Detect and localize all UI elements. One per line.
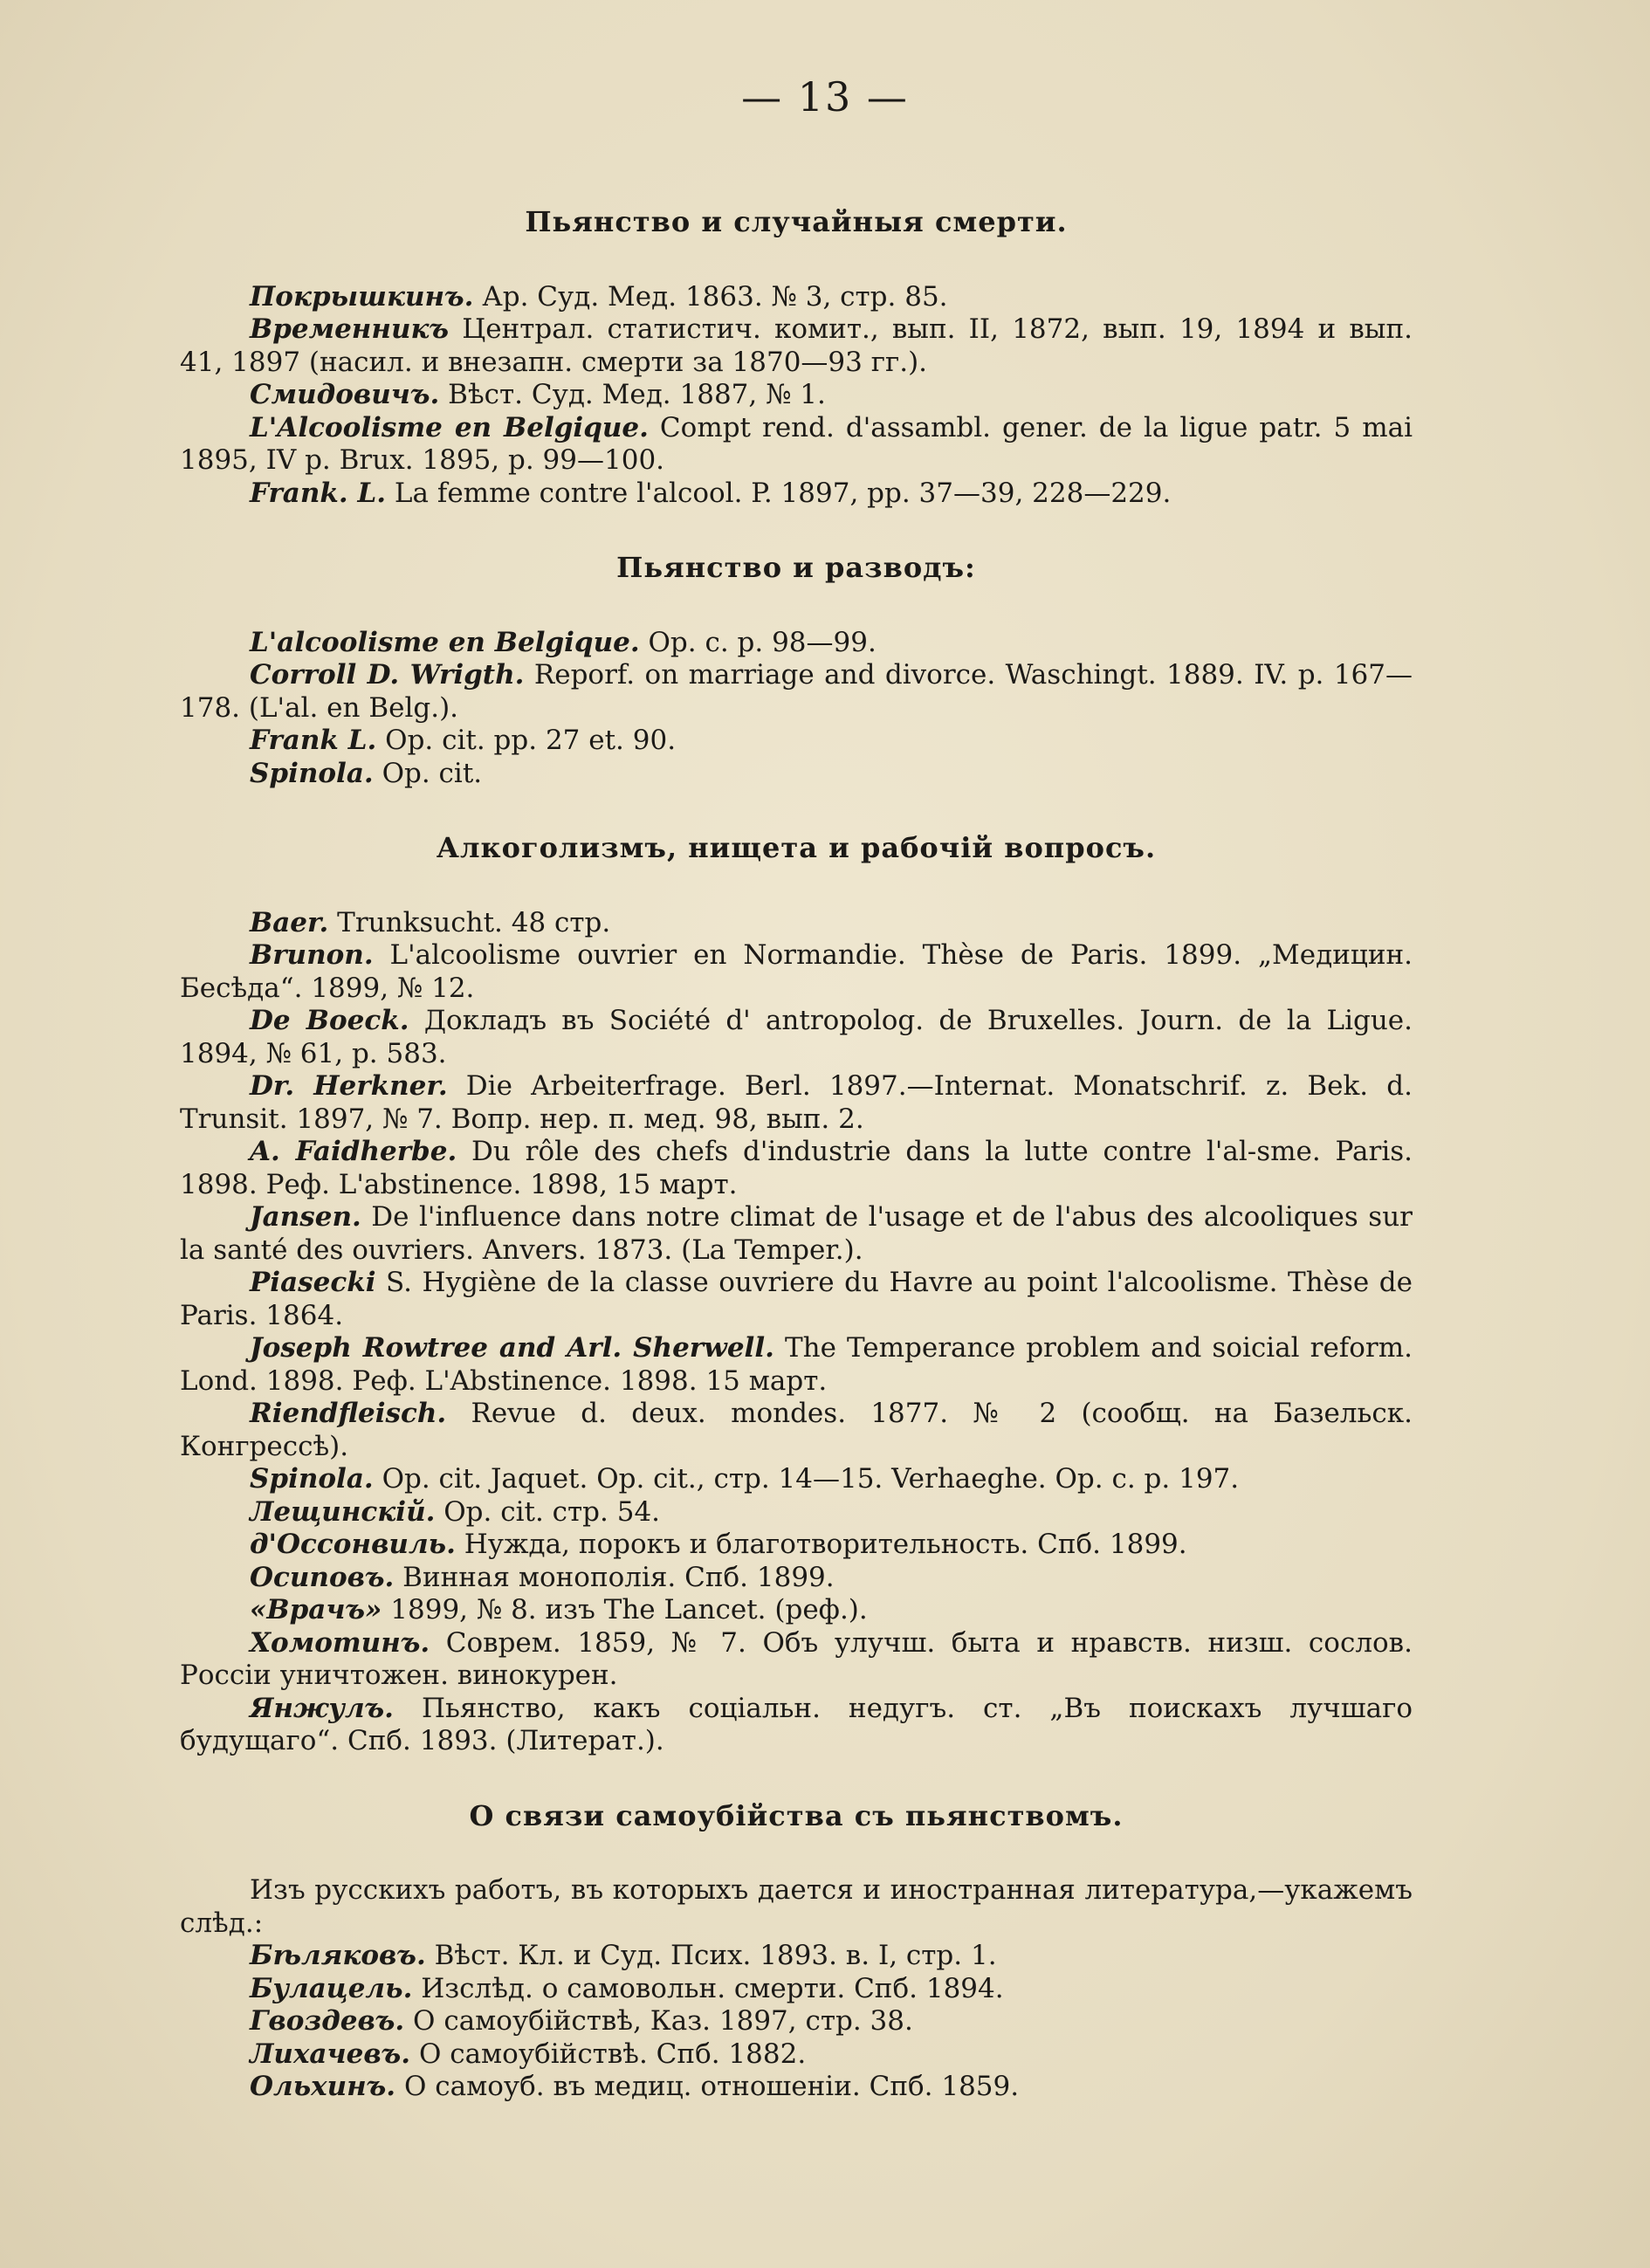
bibliography-entry xyxy=(180,478,1413,511)
bibliography-entry xyxy=(180,412,1413,478)
bibliography-entry xyxy=(180,1136,1413,1201)
entry-text: Ар. Суд. Мед. 1863. № 3, стр. 85. xyxy=(473,280,948,313)
entry-author: Frank L. xyxy=(250,725,377,756)
entry-author: Frank. L. xyxy=(250,477,387,509)
entry-author: Хомотинъ. xyxy=(250,1626,430,1659)
entry-author: Corroll D. Wrigth. xyxy=(250,659,525,691)
entry-author: Бѣляковъ. xyxy=(250,1940,426,1971)
entry-text: Op. cit. pp. 27 et. 90. xyxy=(376,725,677,756)
entry-author: Янжулъ. xyxy=(250,1692,394,1724)
entry-text: Пьянство, какъ соціальн. недугъ. ст. „Въ поискахъ лучшаго будущаго“. Спб. 1893. (Литерат.). xyxy=(180,1692,1413,1756)
entry-author: Ольхинъ. xyxy=(250,2071,396,2102)
entry-text: Op. c. p. 98—99. xyxy=(639,626,877,658)
bibliography-entry xyxy=(180,2005,1413,2038)
entry-author: Гвоздевъ. xyxy=(250,2005,405,2037)
entry-author: L'Alcoolisme en Belgique. xyxy=(250,411,649,443)
bibliography-entry xyxy=(180,1693,1413,1758)
entry-author: A. Faidherbe. xyxy=(250,1136,457,1167)
entry-author: Лихачевъ. xyxy=(250,2038,411,2070)
entry-text: Op. cit. стр. 54. xyxy=(435,1495,661,1528)
entry-author: Булацель. xyxy=(250,1972,413,2004)
entry-author: Spinola. xyxy=(250,1463,374,1495)
page-number: — 13 — xyxy=(741,73,909,120)
bibliography-entry xyxy=(180,907,1413,940)
entry-text: Вѣст. Кл. и Суд. Псих. 1893. в. I, стр. 1. xyxy=(425,1940,997,1971)
entry-author: Riendfleisch. xyxy=(250,1398,447,1429)
bibliography-entry xyxy=(180,1398,1413,1463)
bibliography-entry xyxy=(180,758,1413,791)
entry-text: Нужда, порокъ и благотворительность. Спб. 1899. xyxy=(455,1529,1187,1560)
entry-text: О самоуб. въ медиц. отношеніи. Спб. 1859. xyxy=(395,2071,1020,2102)
bibliography-entry xyxy=(180,1627,1413,1693)
entry-author: L'alcoolisme en Belgique. xyxy=(250,626,640,658)
bibliography-entry xyxy=(180,1973,1413,2006)
entry-text: Докладъ въ Société d' antropolog. de Bruxelles. Journ. de la Ligue. 1894, № 61, p. 583. xyxy=(180,1005,1413,1069)
entry-text: Du rôle des chefs d'industrie dans la lutte contre l'al-sme. Paris. 1898. Реф. L'abstinence. 1898, 15 март. xyxy=(180,1136,1413,1200)
entry-text: О самоубійствѣ, Каз. 1897, стр. 38. xyxy=(404,2005,913,2037)
entry-author: Piasecki xyxy=(250,1267,376,1298)
bibliography-entry xyxy=(180,281,1413,314)
entry-text: Op. cit. Jaquet. Op. cit., стр. 14—15. Verhaeghe. Op. c. p. 197. xyxy=(373,1463,1240,1495)
entry-author: д'Оссонвиль. xyxy=(250,1529,456,1560)
section-title: Алкоголизмъ, нищета и рабочій вопросъ. xyxy=(436,831,1157,864)
page-content xyxy=(180,206,1413,2104)
entry-text: Вѣст. Суд. Мед. 1887, № 1. xyxy=(439,379,826,410)
bibliography-entry xyxy=(180,1005,1413,1070)
bibliography-list xyxy=(180,627,1413,791)
entry-text: La femme contre l'alcool. P. 1897, pp. 37—39, 228—229. xyxy=(386,477,1172,509)
bibliography-entry xyxy=(180,1594,1413,1627)
entry-author: Осиповъ. xyxy=(250,1561,395,1593)
bibliography-list xyxy=(180,907,1413,1758)
entry-text: Соврем. 1859, № 7. Объ улучш. быта и нравств. низш. сослов. Россіи уничтожен. винокурен. xyxy=(180,1626,1413,1691)
entry-text: Централ. статистич. комит., вып. II, 1872, вып. 19, 1894 и вып. 41, 1897 (насил. и внезапн. смерти за 1870—93 гг.). xyxy=(180,313,1413,378)
bibliography-entry xyxy=(180,1496,1413,1529)
entry-author: Brunon. xyxy=(250,939,374,971)
entry-text: 1899, № 8. изъ The Lancet. (реф.). xyxy=(382,1594,868,1625)
entry-author: Смидовичъ. xyxy=(250,379,440,410)
bibliography-list xyxy=(180,1940,1413,2104)
bibliography-entry xyxy=(180,2038,1413,2072)
bibliography-entry xyxy=(180,1529,1413,1562)
entry-author: Spinola. xyxy=(250,757,374,789)
entry-author: Dr. Herkner. xyxy=(250,1070,448,1102)
bibliography-entry xyxy=(180,725,1413,758)
bibliography-entry xyxy=(180,2071,1413,2104)
section-title: Пьянство и разводъ: xyxy=(616,551,976,584)
entry-text: Trunksucht. 48 стр. xyxy=(328,906,611,938)
bibliography-entry xyxy=(180,939,1413,1005)
entry-text: Revue d. deux. mondes. 1877. № 2 (сообщ. на Базельск. Конгрессѣ). xyxy=(180,1398,1413,1462)
entry-text: Die Arbeiterfrage. Berl. 1897.—Internat. Monatschrif. z. Bek. d. Trunsit. 1897, № 7. Вопр. нер. п. мед. 98, вып. 2. xyxy=(180,1070,1413,1135)
bibliography-entry xyxy=(180,659,1413,725)
entry-author: Временникъ xyxy=(250,313,450,345)
bibliography-entry xyxy=(180,1562,1413,1595)
bibliography-entry xyxy=(180,1940,1413,1973)
entry-text: S. Hygiène de la classe ouvriere du Havre au point l'alcoolisme. Thèse de Paris. 1864. xyxy=(180,1267,1413,1331)
bibliography-entry xyxy=(180,1070,1413,1136)
entry-text: Op. cit. xyxy=(373,757,483,789)
entry-text: L'alcoolisme ouvrier en Normandie. Thèse de Paris. 1899. „Медицин. Бесѣда“. 1899, № 12. xyxy=(180,939,1413,1004)
entry-text: Compt rend. d'assambl. gener. de la ligue patr. 5 mai 1895, IV p. Brux. 1895, p. 99—100. xyxy=(180,411,1413,476)
section-title: Пьянство и случайныя смерти. xyxy=(525,205,1068,238)
bibliography-entry xyxy=(180,313,1413,379)
entry-author: Joseph Rowtree and Arl. Sherwell. xyxy=(250,1332,774,1364)
entry-text: Изслѣд. о самовольн. смерти. Спб. 1894. xyxy=(412,1972,1004,2004)
bibliography-entry xyxy=(180,379,1413,412)
section-title: О связи самоубійства съ пьянствомъ. xyxy=(469,1798,1124,1832)
bibliography-entry xyxy=(180,1332,1413,1398)
entry-text: Reporf. on marriage and divorce. Waschingt. 1889. IV. p. 167—178. (L'al. en Belg.). xyxy=(180,659,1413,724)
entry-author: Лещинскій. xyxy=(250,1495,436,1528)
entry-author: Jansen. xyxy=(250,1201,361,1233)
section-intro: Изъ русскихъ работъ, въ которыхъ дается и иностранная литература,—укажемъ слѣд.: xyxy=(180,1874,1413,1939)
entry-text: De l'influence dans notre climat de l'usage et de l'abus des alcooliques sur la santé des ouvriers. Anvers. 1873. (La Temper.). xyxy=(180,1201,1413,1266)
bibliography-entry xyxy=(180,1267,1413,1332)
entry-author: De Boeck. xyxy=(250,1005,409,1036)
entry-text: The Temperance problem and soicial reform. Lond. 1898. Реф. L'Abstinence. 1898. 15 март. xyxy=(180,1332,1413,1397)
entry-author: Покрышкинъ. xyxy=(250,280,474,313)
bibliography-list xyxy=(180,281,1413,511)
bibliography-entry xyxy=(180,1463,1413,1496)
entry-author: «Врачъ» xyxy=(250,1594,382,1625)
entry-text: Винная монополія. Спб. 1899. xyxy=(394,1561,835,1593)
bibliography-entry xyxy=(180,1201,1413,1267)
entry-author: Baer. xyxy=(250,906,329,938)
entry-text: О самоубійствѣ. Спб. 1882. xyxy=(410,2038,807,2070)
bibliography-entry xyxy=(180,627,1413,660)
